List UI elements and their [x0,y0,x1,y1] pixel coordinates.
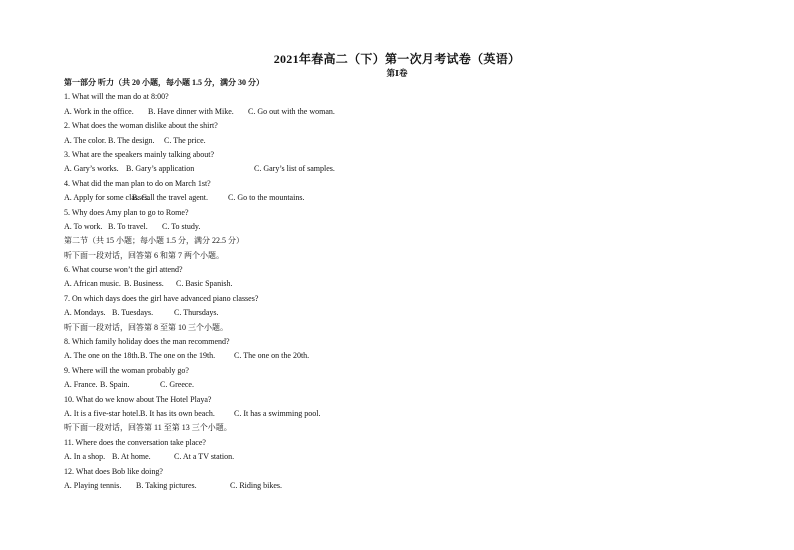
option-b: B. Have dinner with Mike. [148,106,234,116]
instruction-11-13: 听下面一段对话，回答第 11 至第 13 三个小题。 [64,423,232,433]
option-c: C. Go out with the woman. [248,106,335,116]
question-6: 6. What course won’t the girl attend? [64,265,183,275]
question-2: 2. What does the woman dislike about the shirt? [64,121,218,131]
option-a: A. Gary’s works. [64,164,119,174]
question-3: 3. What are the speakers mainly talking about? [64,149,215,159]
question-9: 9. Where will the woman probably go? [64,365,189,375]
question-1: 1. What will the man do at 8:00? [64,92,169,102]
options-7 [64,306,744,320]
option-c: C. At a TV station. [174,452,235,462]
option-b: B. The one on the 19th. [140,351,216,361]
options-3 [64,162,744,176]
question-11: 11. Where does the conversation take place? [64,437,206,447]
option-c: C. Thursdays. [174,308,219,318]
option-b: B. Business. [124,279,164,289]
option-c: C. Basic Spanish. [176,279,233,289]
option-b: B. Taking pictures. [136,480,197,490]
option-c: C. Gary’s list of samples. [254,164,335,174]
option-c: C. Riding bikes. [230,480,283,490]
volume-label: 第Ⅰ卷 [386,68,408,78]
option-b: B. The design. [108,135,155,145]
options-2 [64,134,744,148]
option-b: B. To travel. [108,221,148,231]
option-a: A. The one on the 18th. [64,351,140,361]
option-a: A. Mondays. [64,308,106,318]
option-b: B. It has its own beach. [140,408,215,418]
option-c: C. To study. [162,221,201,231]
question-7: 7. On which days does the girl have advanced piano classes? [64,293,259,303]
options-12 [64,479,744,493]
option-a: A. France. [64,380,98,390]
option-c: C. The price. [164,135,206,145]
option-c: C. Go to the mountains. [228,193,305,203]
option-a: A. It is a five-star hotel. [64,408,141,418]
option-a: A. In a shop. [64,452,106,462]
options-4 [64,191,744,205]
question-5: 5. Why does Amy plan to go to Rome? [64,207,189,217]
option-c: C. Greece. [160,380,194,390]
options-11 [64,450,744,464]
option-a: A. African music. [64,279,121,289]
option-a: A. The color. [64,135,107,145]
option-a: A. Apply for some classes. [64,193,150,203]
instruction-8-10: 听下面一段对话，回答第 8 至第 10 三个小题。 [64,322,228,332]
option-a: A. To work. [64,221,103,231]
option-b: B. Tuesdays. [112,308,154,318]
option-b: B. Gary’s application [126,164,195,174]
question-10: 10. What do we know about The Hotel Playa? [64,394,212,404]
option-b: B. Call the travel agent. [132,193,208,203]
option-a: A. Work in the office. [64,106,134,116]
question-8: 8. Which family holiday does the man recommend? [64,337,230,347]
options-6 [64,277,744,291]
option-c: C. The one on the 20th. [234,351,310,361]
options-1 [64,105,744,119]
exam-content [64,76,744,493]
option-a: A. Playing tennis. [64,480,122,490]
part1-heading: 第一部分 听力（共 20 小题，每小题 1.5 分，满分 30 分） [64,78,264,87]
options-5 [64,220,744,234]
question-12: 12. What does Bob like doing? [64,466,163,476]
option-b: B. Spain. [100,380,130,390]
options-10 [64,407,744,421]
instruction-6-7: 听下面一段对话，回答第 6 和第 7 两个小题。 [64,250,224,260]
options-8 [64,349,744,363]
options-9 [64,378,744,392]
page-title: 2021年春高二（下）第一次月考试卷（英语） [273,52,521,66]
question-4: 4. What did the man plan to do on March 1st? [64,178,211,188]
section2-heading: 第二节（共 15 小题；每小题 1.5 分，满分 22.5 分） [64,236,244,246]
option-b: B. At home. [112,452,151,462]
option-c: C. It has a swimming pool. [234,408,321,418]
